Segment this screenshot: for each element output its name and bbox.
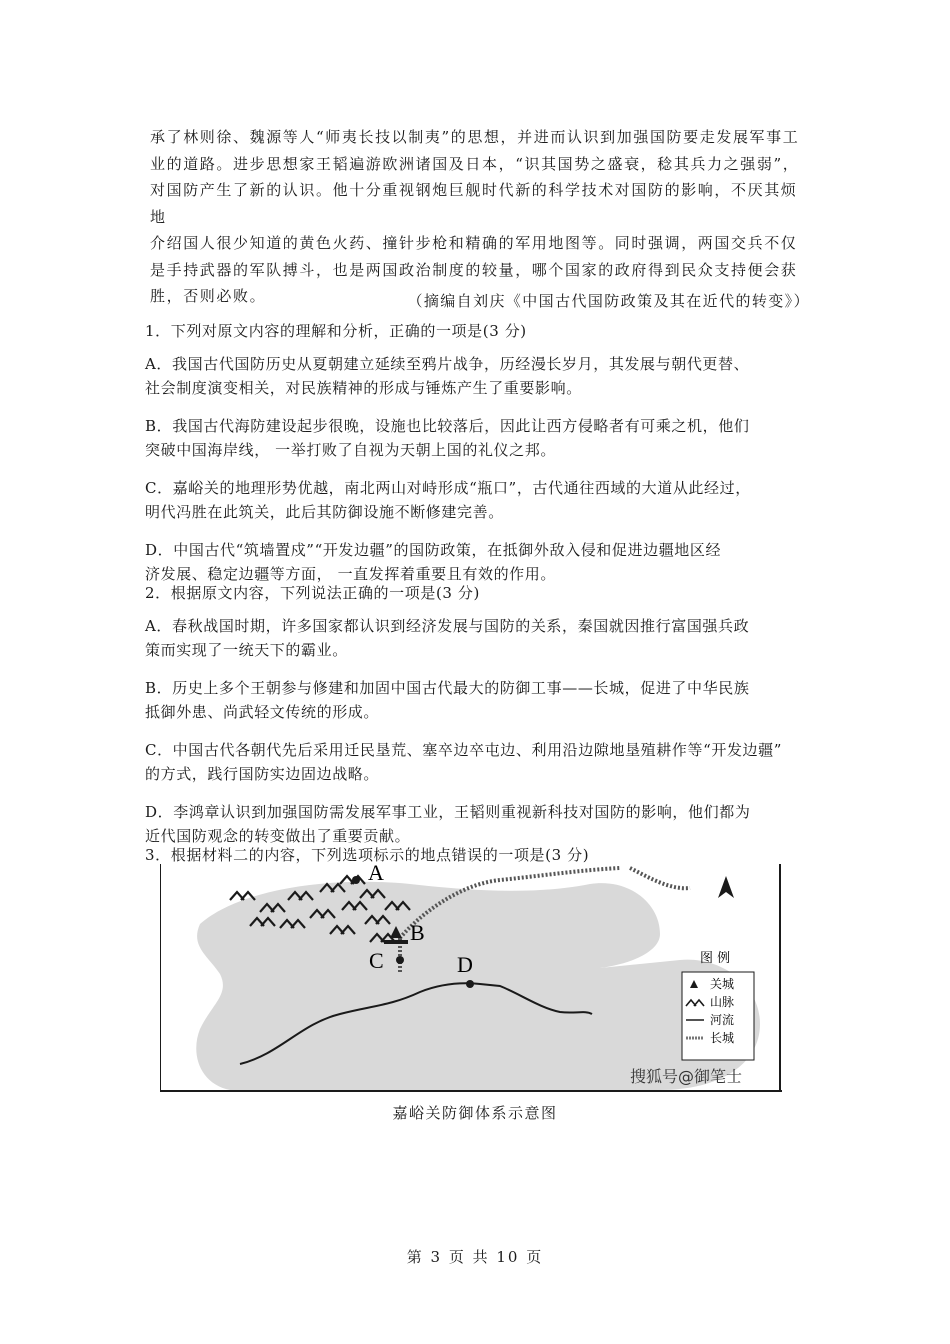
option-d: D．中国古代“筑墙置戍”“开发边疆”的国防政策，在抵御外敌入侵和促进边疆地区经 <box>145 541 722 559</box>
option-a: A．我国古代国防历史从夏朝建立延续至鸦片战争，历经漫长岁月，其发展与朝代更替、 <box>145 355 750 373</box>
option-a-cont: 策而实现了一统天下的霸业。 <box>145 641 348 659</box>
passage-source: （摘编自刘庆《中国古代国防政策及其在近代的转变》） <box>407 292 810 310</box>
point-c-marker <box>396 956 404 964</box>
point-d-marker <box>466 980 474 988</box>
option-c-cont: 明代冯胜在此筑关，此后其防御设施不断修建完善。 <box>145 503 504 521</box>
land-area <box>196 882 760 1090</box>
passage-text <box>150 124 810 310</box>
map-svg <box>160 864 782 1092</box>
option-b: B．我国古代海防建设起步很晚，设施也比较落后，因此让西方侵略者有可乘之机，他们 <box>145 417 750 435</box>
question-2 <box>145 580 815 848</box>
passage-line: 业的道路。进步思想家王韬遍游欧洲诸国及日本，“识其国势之盛衰，稔其兵力之强弱”， <box>150 154 800 173</box>
option-c: C．嘉峪关的地理形势优越，南北两山对峙形成“瓶口”，古代通往西域的大道从此经过， <box>145 479 751 497</box>
jiayuguan-defense-map <box>160 864 782 1092</box>
north-arrow-icon <box>718 876 734 898</box>
passage-line: 是手持武器的军队搏斗，也是两国政治制度的较量，哪个国家的政府得到民众支持便会获 <box>150 260 798 279</box>
legend-mountain: 山脉 <box>710 995 735 1009</box>
page-footer: 第 3 页 共 10 页 <box>406 1248 544 1266</box>
legend-river: 河流 <box>710 1013 735 1027</box>
question-stem: 3．根据材料二的内容，下列选项标示的地点错误的一项是(3 分) <box>145 846 590 864</box>
legend-pass: 关城 <box>710 977 735 991</box>
option-c: C．中国古代各朝代先后采用迁民垦荒、塞卒边卒屯边、利用沿边隙地垦殖耕作等“开发边疆” <box>145 741 783 759</box>
option-c-cont: 的方式，践行国防实边固边战略。 <box>145 765 380 783</box>
watermark: 搜狐号@御笔士 <box>630 1067 743 1086</box>
option-a-cont: 社会制度演变相关，对民族精神的形成与锤炼产生了重要影响。 <box>145 379 582 397</box>
passage-line: 胜，否则必败。 <box>150 287 267 305</box>
option-d-cont: 近代国防观念的转变做出了重要贡献。 <box>145 827 411 845</box>
point-d-label: D <box>457 952 473 977</box>
question-1 <box>145 318 815 586</box>
legend-wall: 长城 <box>710 1031 735 1045</box>
point-c-label: C <box>369 948 384 973</box>
option-a: A．春秋战国时期，许多国家都认识到经济发展与国防的关系，秦国就因推行富国强兵政 <box>145 617 750 635</box>
option-b-cont: 抵御外患、尚武轻文传统的形成。 <box>145 703 380 721</box>
option-b: B．历史上多个王朝参与修建和加固中国古代最大的防御工事——长城，促进了中华民族 <box>145 679 750 697</box>
option-d: D．李鸿章认识到加强国防需发展军事工业，王韬则重视新科技对国防的影响，他们都为 <box>145 803 751 821</box>
passage-line: 介绍国人很少知道的黄色火药、撞针步枪和精确的军用地图等。同时强调，两国交兵不仅 <box>150 234 798 252</box>
point-a-marker <box>352 876 360 884</box>
passage-line: 承了林则徐、魏源等人“师夷长技以制夷”的思想，并进而认识到加强国防要走发展军事工 <box>150 128 800 146</box>
figure-caption: 嘉峪关防御体系示意图 <box>392 1104 558 1122</box>
option-d-cont: 济发展、稳定边疆等方面， 一直发挥着重要且有效的作用。 <box>145 565 556 583</box>
question-stem: 2．根据原文内容，下列说法正确的一项是(3 分) <box>145 584 480 602</box>
point-b-label: B <box>410 920 425 945</box>
point-a-label: A <box>368 864 384 885</box>
passage-line: 对国防产生了新的认识。他十分重视钢炮巨舰时代新的科学技术对国防的影响，不厌其烦地 <box>150 181 798 226</box>
question-stem: 1．下列对原文内容的理解和分析，正确的一项是(3 分) <box>145 322 527 340</box>
option-b-cont: 突破中国海岸线， 一举打败了自视为天朝上国的礼仪之邦。 <box>145 441 556 459</box>
legend-title: 图 例 <box>700 951 731 966</box>
